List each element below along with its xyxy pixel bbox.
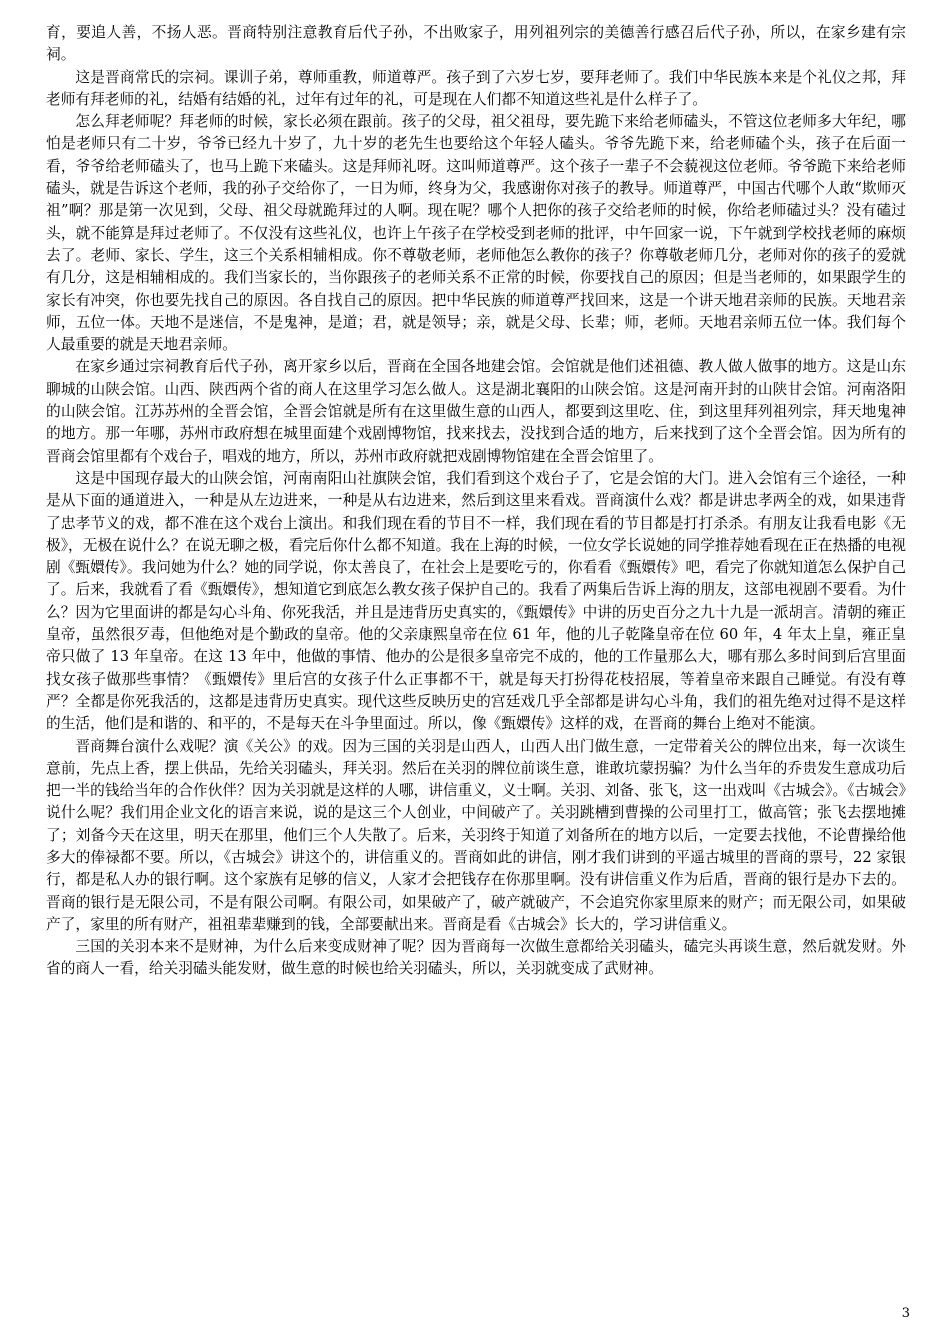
paragraph: 这是中国现存最大的山陕会馆，河南南阳山社旗陕会馆，我们看到这个戏台子了，它是会馆的大门。进入会馆有三个途径，一种是从下面的通道进入，一种是从左边进来，一种是从右边进来，然后到这里来看戏。晋商演什么戏？都是讲忠孝两全的戏，如果违背了忠孝节义的戏，都不准在这个戏台上演出。和我们现在看的节目不一样，我们现在看的节目都是打打杀杀。有朋友让我看电影《无极》，无极在说什么？在说无聊之极，看完后你什么都不知道。我在上海的时候，一位女学长说她的同学推荐她看现在正在热播的电视剧《甄嬛传》。我问她为什么？她的同学说，你太善良了，在社会上是要吃亏的，你看看《甄嬛传》吧，看完了你就知道怎么保护自己了。后来，我就看了看《甄嬛传》，想知道它到底怎么教女孩子保护自己的。我看了两集后告诉上海的朋友，这部电视剧不要看。为什么？因为它里面讲的都是勾心斗角、你死我活，并且是违背历史真实的，《甄嬛传》中讲的历史百分之九十九是一派胡言。清朝的雍正皇帝，虽然很歹毒，但他绝对是个勤政的皇帝。他的父亲康熙皇帝在位 61 年，他的儿子乾隆皇帝在位 60 年，4 年太上皇，雍正皇帝只做了 13 年皇帝。在这 13 年中，他做的事情、他办的公是很多皇帝完不成的，他的工作量那么大，哪有那么多时间到后宫里面找女孩子做那些事情？《甄嬛传》里后宫的女孩子什么正事都不干，就是每天打扮得花枝招展，等着皇帝来跟自己睡觉。有没有尊严？全都是你死我活的，这都是违背历史真实。现代这些反映历史的宫廷戏几乎全部都是讲勾心斗角，我们的祖先绝对过得不是这样的生活，他们是和谐的、和平的，不是每天在斗争里面过。所以，像《甄嬛传》这样的戏，在晋商的舞台上绝对不能演。 [46,469,906,733]
paragraph-continued: 育，要追人善，不扬人恶。晋商特别注意教育后代子孙，不出败家子，用列祖列宗的美德善行感召后代子孙，所以，在家乡建有宗祠。 [46,24,906,64]
document-body [46,22,906,981]
paragraph: 三国的关羽本来不是财神，为什么后来变成财神了呢？因为晋商每一次做生意都给关羽磕头，磕完头再谈生意，然后就发财。外省的商人一看，给关羽磕头能发财，做生意的时候也给关羽磕头，所以，关羽就变成了武财神。 [46,938,906,978]
paragraph: 怎么拜老师呢？拜老师的时候，家长必须在跟前。孩子的父母，祖父祖母，要先跪下来给老师磕头，不管这位老师多大年纪，哪怕是老师只有二十岁，爷爷已经九十岁了，九十岁的老先生也要给这个年轻人磕头。爷爷先跪下来，给老师磕个头，孩子在后面一看，爷爷给老师磕头了，也马上跪下来磕头。这是拜师礼呀。这叫师道尊严。这个孩子一辈子不会藐视这位老师。爷爷跪下来给老师磕头，就是告诉这个老师，我的孙子交给你了，一日为师，终身为父，我感谢你对孩子的教导。师道尊严，中国古代哪个人敢“欺师灭祖”啊？那是第一次见到，父母、祖父母就跪拜过的人啊。现在呢？哪个人把你的孩子交给老师的时候，你给老师磕过头？没有磕过头，就不能算是拜过老师了。不仅没有这些礼仪，也许上午孩子在学校受到老师的批评，中午回家一说，下午就到学校找老师的麻烦去了。老师、家长、学生，这三个关系相辅相成。你不尊敬老师，老师他怎么教你的孩子？你尊敬老师几分，老师对你的孩子的爱就有几分，这是相辅相成的。我们当家长的，当你跟孩子的老师关系不正常的时候，你要找自己的原因；但是当老师的，如果跟学生的家长有冲突，你也要先找自己的原因。各自找自己的原因。把中华民族的师道尊严找回来，这是一个讲天地君亲师的民族。天地君亲师，五位一体。天地不是迷信，不是鬼神，是道；君，就是领导；亲，就是父母、长辈；师，老师。天地君亲师五位一体。我们每个人最重要的就是天地君亲师。 [46,113,906,354]
page-number: 3 [901,1306,910,1321]
paragraph: 在家乡通过宗祠教育后代子孙，离开家乡以后，晋商在全国各地建会馆。会馆就是他们述祖德、教人做人做事的地方。这是山东聊城的山陕会馆。山西、陕西两个省的商人在这里学习怎么做人。这是湖北襄阳的山陕会馆。这是河南开封的山陕甘会馆。河南洛阳的山陕会馆。江苏苏州的全晋会馆，全晋会馆就是所有在这里做生意的山西人，都要到这里吃、住，到这里拜列祖列宗，拜天地鬼神的地方。那一年哪，苏州市政府想在城里面建个戏剧博物馆，找来找去，没找到合适的地方，后来找到了这个全晋会馆。因为所有的晋商会馆里都有个戏台子，唱戏的地方，所以，苏州市政府就把戏剧博物馆建在全晋会馆里了。 [46,358,906,465]
paragraph: 晋商舞台演什么戏呢？演《关公》的戏。因为三国的关羽是山西人，山西人出门做生意，一定带着关公的牌位出来，每一次谈生意前，先点上香，摆上供品，先给关羽磕头，拜关羽。然后在关羽的牌位前谈生意，谁敢坑蒙拐骗？为什么当年的乔贵发生意成功后把一半的钱给当年的合作伙伴？因为关羽就是这样的人哪，讲信重义，义士啊。关羽、刘备、张飞，这一出戏叫《古城会》。《古城会》说什么呢？我们用企业文化的语言来说，说的是这三个人创业，中间破产了。关羽跳槽到曹操的公司里打工，做高管；张飞去摆地摊了；刘备今天在这里，明天在那里，他们三个人失散了。后来，关羽终于知道了刘备所在的地方以后，一定要去找他，不论曹操给他多大的俸禄都不要。所以，《古城会》讲这个的，讲信重义的。晋商如此的讲信，刚才我们讲到的平遥古城里的晋商的票号，22 家银行，都是私人办的银行啊。这个家族有足够的信义，人家才会把钱存在你那里啊。没有讲信重义作为后盾，晋商的银行是办下去的。晋商的银行是无限公司，不是有限公司啊。有限公司，如果破产了，破产就破产，不会追究你家里原来的财产；而无限公司，如果破产了，家里的所有财产，祖祖辈辈赚到的钱，全部要献出来。晋商是看《古城会》长大的，学习讲信重义。 [46,737,906,933]
paragraph: 这是晋商常氏的宗祠。课训子弟，尊师重教，师道尊严。孩子到了六岁七岁，要拜老师了。我们中华民族本来是个礼仪之邦，拜老师有拜老师的礼，结婚有结婚的礼，过年有过年的礼，可是现在人们都不知道这些礼是什么样子了。 [46,68,906,108]
